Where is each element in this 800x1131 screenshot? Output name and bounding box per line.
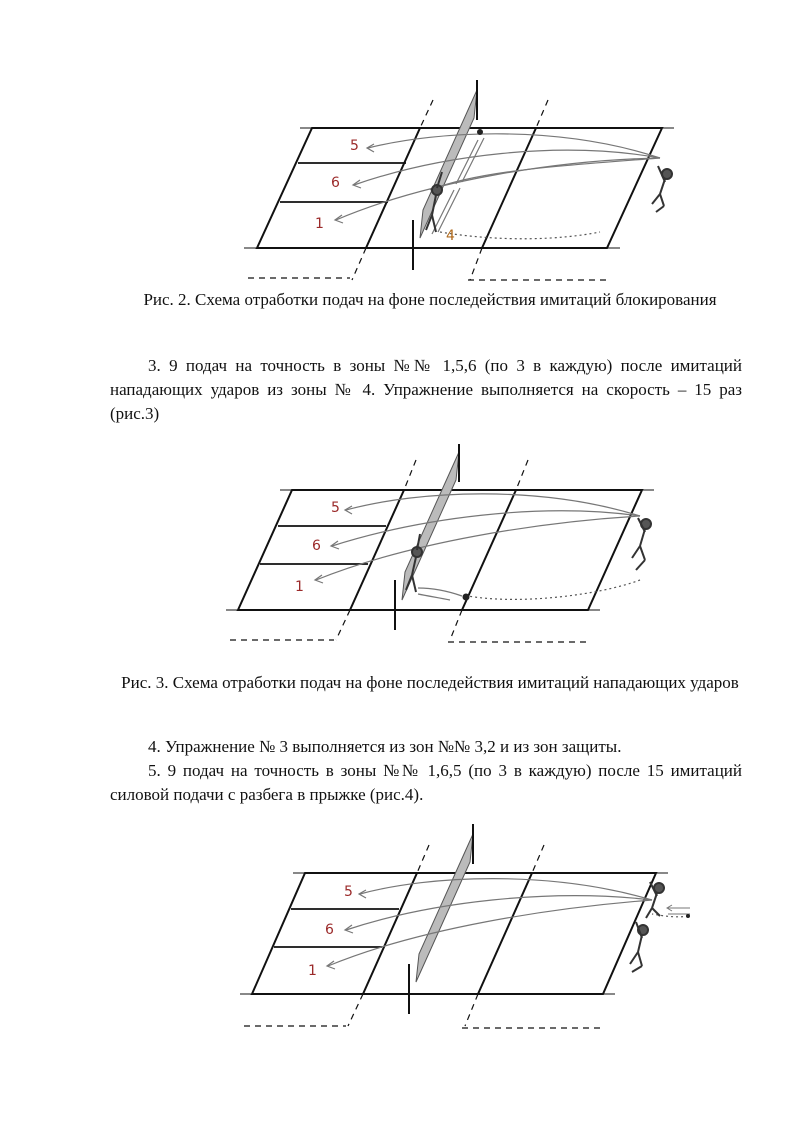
paragraph-exercise-3: 3. 9 подач на точность в зоны №№ 1,5,6 (по 3 в каждую) после имитаций нападающих ударов из зоны № 4. Упражнение выполняется на скорость – 15 раз (рис.3) [110,356,742,423]
zone-label-1: 1 [315,216,324,232]
figure-2 [0,70,800,290]
zone-label-6: 6 [325,922,334,938]
zone-label-1: 1 [295,579,304,595]
zone-label-5: 5 [350,138,359,154]
figure-3 [0,440,800,655]
zone-label-6: 6 [331,175,340,191]
paragraph-exercise-5: 5. 9 подач на точность в зоны №№ 1,6,5 (по 3 в каждую) после 15 имитаций силовой подачи с разбега в прыжке (рис.4). [110,761,742,804]
attack-line-right [482,128,536,248]
server-figure-icon [630,922,648,972]
zone-label-5: 5 [331,500,340,516]
caption-figure-2: Рис. 2. Схема отработки подач на фоне последействия имитаций блокирования [143,290,717,309]
server-figure-icon [652,166,672,212]
attack-line-right [478,873,532,994]
figure-4 [0,820,800,1040]
zone-label-5: 5 [344,884,353,900]
attack-line-right [462,490,516,610]
zone-label-6: 6 [312,538,321,554]
zone-label-1: 1 [308,963,317,979]
server-figure-icon [632,518,651,570]
court-diagram-3 [0,440,800,655]
court-diagram-2 [0,70,800,290]
paragraph-exercise-4: 4. Упражнение № 3 выполняется из зон №№ 3,2 и из зон защиты. [148,737,622,756]
court-diagram-4 [0,820,800,1040]
caption-figure-3: Рис. 3. Схема отработки подач на фоне последействия имитаций нападающих ударов [121,673,739,692]
zone-label-4: 4 [446,228,455,244]
